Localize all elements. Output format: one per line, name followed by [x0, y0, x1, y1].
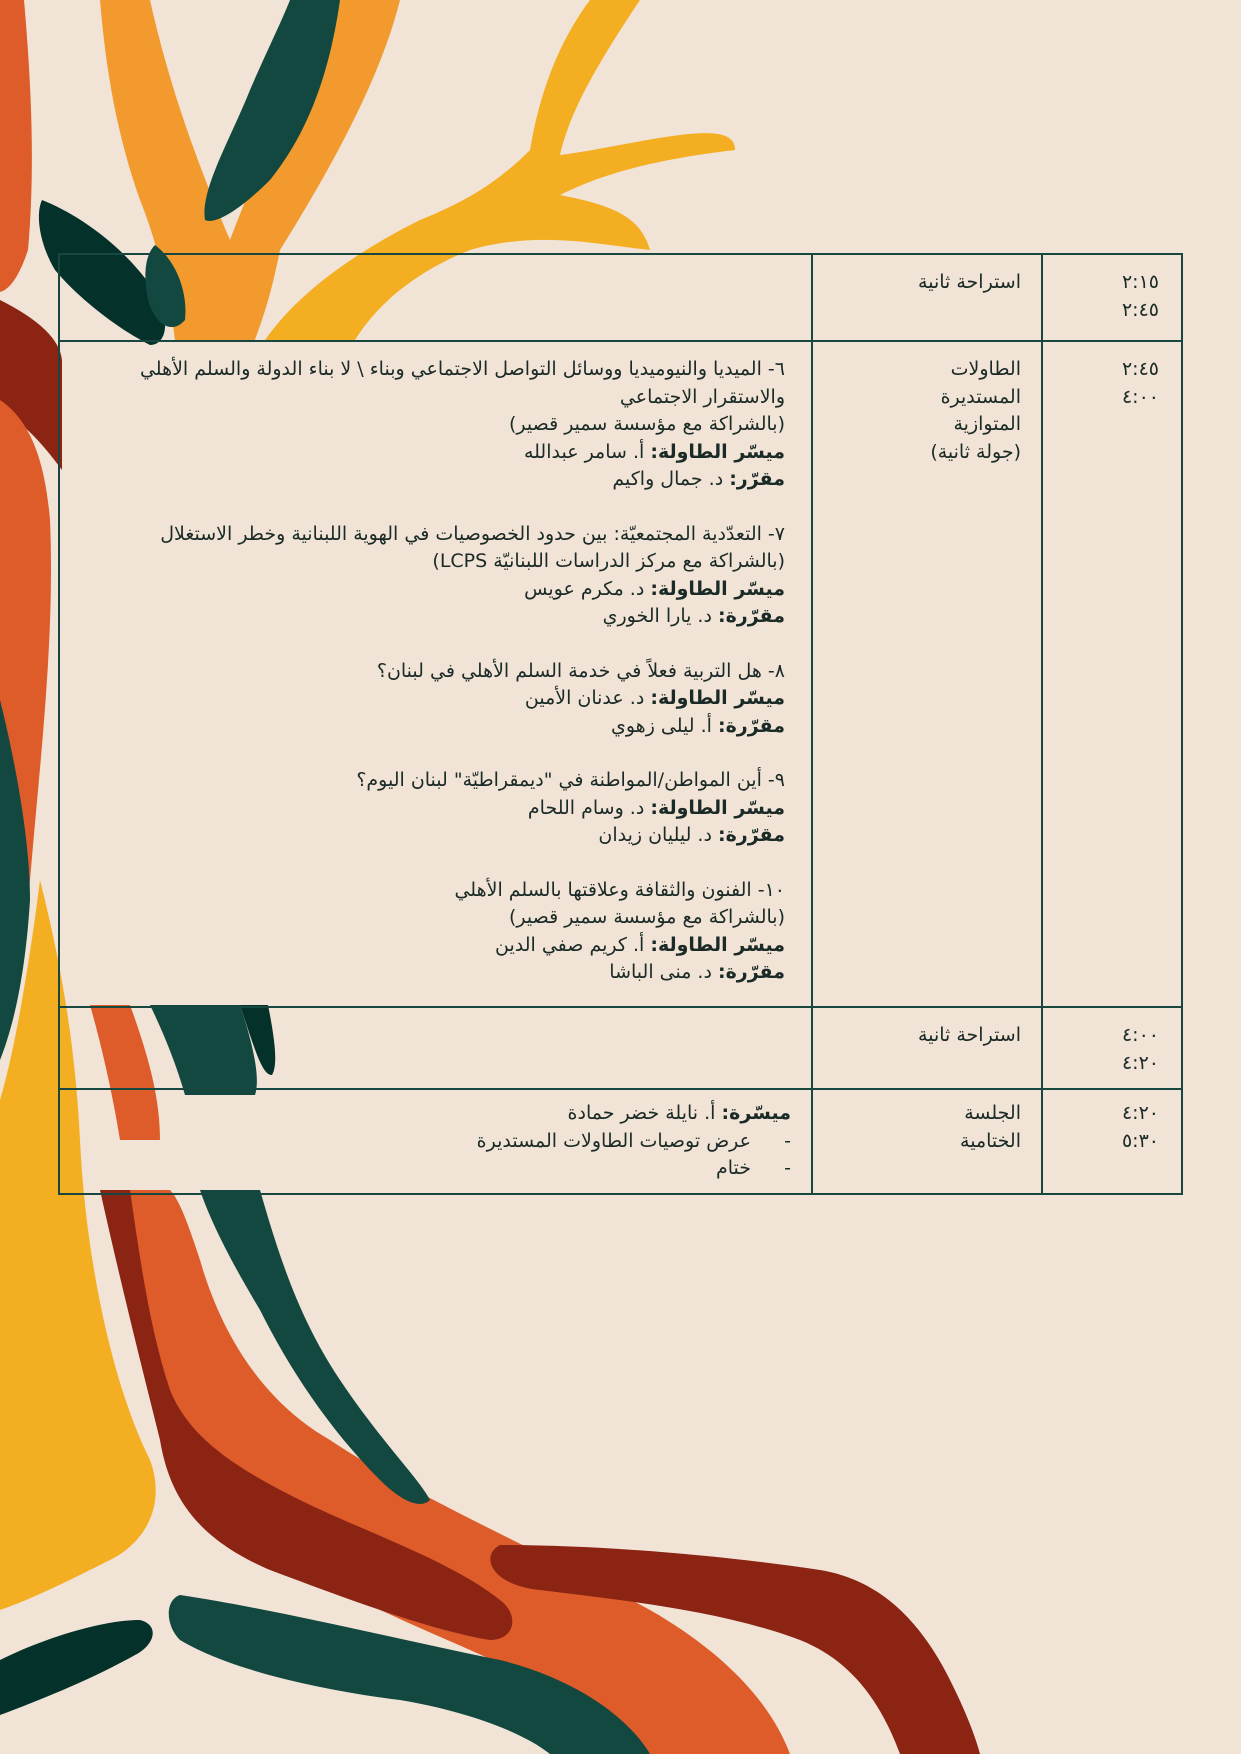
- rapporteur-name: د. ليليان زيدان: [598, 824, 712, 846]
- list-item-text: عرض توصيات الطاولات المستديرة: [476, 1129, 751, 1152]
- roundtable-9: [74, 767, 785, 850]
- roundtable-partner: (بالشراكة مع مركز الدراسات اللبنانيّة LCPS): [432, 550, 785, 572]
- time-cell: [1042, 1089, 1182, 1194]
- session-title-line: (جولة ثانية): [930, 440, 1021, 463]
- session-title-line: المستديرة: [940, 385, 1021, 408]
- session-cell: [812, 1089, 1042, 1194]
- program-schedule-table: [58, 253, 1183, 1195]
- roundtable-rapporteur: [74, 713, 785, 741]
- session-title-line: الجلسة: [964, 1102, 1021, 1124]
- time-cell: [1042, 254, 1182, 341]
- facilitator-name: أ. سامر عبدالله: [523, 440, 645, 463]
- roundtable-facilitator: [74, 685, 785, 713]
- facilitator-label: ميسّر الطاولة:: [650, 687, 785, 709]
- table-row: [59, 1089, 1182, 1194]
- session-moderator: [74, 1100, 791, 1128]
- roundtable-6: [74, 356, 785, 494]
- session-cell: [812, 254, 1042, 341]
- time-start: ٢:١٥: [1121, 271, 1159, 293]
- session-cell: [812, 1007, 1042, 1089]
- facilitator-label: ميسّر الطاولة:: [650, 933, 785, 956]
- roundtable-rapporteur: [74, 822, 785, 850]
- roundtable-rapporteur: [74, 603, 785, 631]
- time-start: ٤:٢٠: [1121, 1102, 1159, 1124]
- roundtable-partner: (بالشراكة مع مؤسسة سمير قصير): [508, 413, 785, 435]
- roundtable-facilitator: [74, 932, 785, 960]
- bullet-marker: -: [784, 1157, 791, 1179]
- time-end: ٤:٠٠: [1121, 385, 1159, 408]
- session-title-line: الطاولات: [950, 358, 1021, 380]
- time-start: ٢:٤٥: [1121, 358, 1159, 380]
- roundtable-facilitator: [74, 576, 785, 604]
- time-end: ٥:٣٠: [1121, 1129, 1159, 1152]
- roundtable-facilitator: [74, 795, 785, 823]
- roundtable-title: ٦- الميديا والنيوميديا ووسائل التواصل الاجتماعي وبناء \ لا بناء الدولة والسلم الأهلي: [139, 358, 785, 380]
- details-cell: [59, 341, 812, 1007]
- rapporteur-name: د. يارا الخوري: [602, 605, 712, 627]
- bullet-marker: -: [784, 1129, 791, 1152]
- rapporteur-name: أ. ليلى زهوي: [611, 714, 712, 737]
- rapporteur-label: مقرّرة:: [717, 824, 785, 846]
- roundtable-rapporteur: [74, 466, 785, 494]
- facilitator-name: د. وسام اللحام: [527, 796, 645, 819]
- facilitator-name: د. مكرم عويس: [524, 577, 645, 600]
- moderator-label: ميسّرة:: [721, 1102, 791, 1124]
- list-item: [74, 1128, 791, 1156]
- facilitator-name: أ. كريم صفي الدين: [495, 933, 645, 956]
- session-title: استراحة ثانية: [918, 1024, 1021, 1046]
- table-row: [59, 254, 1182, 341]
- table-row: [59, 341, 1182, 1007]
- session-title-line: المتوازية: [953, 413, 1021, 435]
- time-cell: [1042, 1007, 1182, 1089]
- roundtable-title: ٨- هل التربية فعلاً في خدمة السلم الأهلي في لبنان؟: [376, 659, 785, 682]
- details-cell: [59, 1007, 812, 1089]
- roundtable-title: والاستقرار الاجتماعي: [619, 385, 785, 408]
- roundtable-8: [74, 658, 785, 741]
- rapporteur-label: مقرّرة:: [717, 961, 785, 983]
- roundtable-partner: (بالشراكة مع مؤسسة سمير قصير): [508, 906, 785, 928]
- roundtable-title: ١٠- الفنون والثقافة وعلاقتها بالسلم الأهلي: [454, 878, 785, 901]
- list-item: [74, 1155, 791, 1183]
- time-cell: [1042, 341, 1182, 1007]
- roundtable-title: ٧- التعدّدية المجتمعيّة: بين حدود الخصوصيات في الهوية اللبنانية وخطر الاستغلال: [160, 522, 785, 545]
- roundtable-title: ٩- أين المواطن/المواطنة في "ديمقراطيّة" لبنان اليوم؟: [356, 769, 785, 791]
- session-title: استراحة ثانية: [918, 271, 1021, 293]
- details-cell: [59, 254, 812, 341]
- table-row: [59, 1007, 1182, 1089]
- rapporteur-label: مقرّر:: [729, 468, 785, 490]
- facilitator-label: ميسّر الطاولة:: [650, 440, 785, 463]
- rapporteur-name: د. منى الباشا: [609, 961, 712, 983]
- moderator-name: أ. نايلة خضر حمادة: [567, 1102, 716, 1124]
- rapporteur-label: مقرّرة:: [717, 714, 785, 737]
- facilitator-label: ميسّر الطاولة:: [650, 577, 785, 600]
- time-end: ٤:٢٠: [1121, 1051, 1159, 1074]
- details-cell: [59, 1089, 812, 1194]
- time-start: ٤:٠٠: [1121, 1024, 1159, 1046]
- time-end: ٢:٤٥: [1121, 298, 1159, 321]
- roundtable-facilitator: [74, 439, 785, 467]
- session-cell: [812, 341, 1042, 1007]
- roundtable-rapporteur: [74, 959, 785, 987]
- list-item-text: ختام: [715, 1157, 751, 1179]
- rapporteur-label: مقرّرة:: [717, 605, 785, 627]
- rapporteur-name: د. جمال واكيم: [612, 468, 724, 490]
- roundtable-7: [74, 521, 785, 631]
- roundtable-10: [74, 877, 785, 987]
- facilitator-label: ميسّر الطاولة:: [650, 796, 785, 819]
- facilitator-name: د. عدنان الأمين: [524, 687, 645, 709]
- session-title-line: الختامية: [960, 1129, 1021, 1152]
